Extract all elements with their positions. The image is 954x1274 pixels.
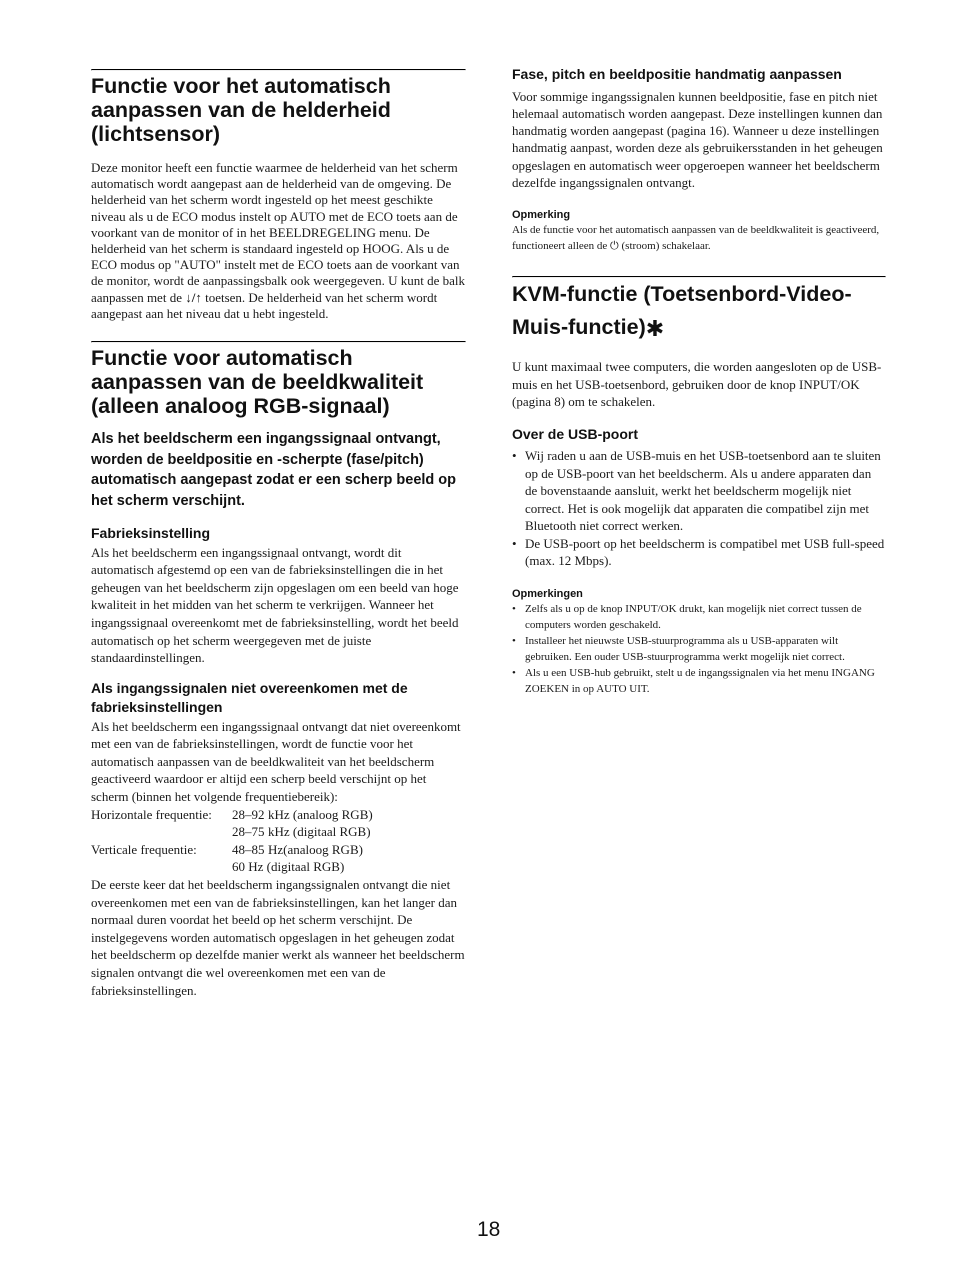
list-item: • Als u een USB-hub gebruikt, stelt u de ingangssignalen via het menu INGANG ZOEKEN in op AUTO UIT. xyxy=(512,665,886,697)
subsection-body-manual: Voor sommige ingangssignalen kunnen beeldpositie, fase en pitch niet helemaal automatisch worden aangepast. Deze instellingen kunnen dan handmatig worden aangepast (pagina 16). Wanneer u deze instellingen handmatig aanpast, worden deze als gebruikersstanden in het geheugen opgeslagen en automatisch weer opgeroepen wanneer het beeldscherm dezelfde ingangssignalen ontvangt. xyxy=(512,88,883,190)
freq-label: Horizontale frequentie: xyxy=(91,806,212,822)
freq-range: 48–85 xyxy=(232,841,265,857)
subsection-body-mismatch-2: De eerste keer dat het beeldscherm ingangssignalen ontvangt die niet overeenkomen met een van de fabrieksinstellingen, kan het langer dan normaal duren voordat het beeld op het scherm verschijnt. De instelgegevens worden automatisch opgeslagen in het geheugen zodat het beeldscherm op dezelfde manier werkt als wanneer het beeldscherm signalen ontvangt die wel overeenkomen met een van de fabrieksinstellingen. xyxy=(91,877,465,998)
notes-list xyxy=(512,601,886,697)
body-text: Deze monitor heeft een functie waarmee de helderheid van het scherm automatisch wordt aangepast aan de helderheid van de omgeving. De helderheid van het scherm wordt ingesteld op het meest geschikte niveau als u de ECO modus instelt op AUTO met de ECO toets aan de voorkant van de monitor of in het BEELDREGELING menu. De helderheid van het scherm is standaard ingesteld op HOOG. Als u de ECO modus op "AUTO" instelt met de ECO toets aan de voorkant van de monitor, wordt de aanpassingsbalk ook weergegeven. U kunt de balk aanpassen met de xyxy=(91,160,465,305)
freq-range: 28–75 xyxy=(232,824,265,840)
section-lead: Als het beeldscherm een ingangssignaal ontvangt, worden de beeldpositie en -scherpte (fase/pitch) automatisch aangepast zodat er een scherp beeld op het scherm verschijnt. xyxy=(91,431,457,509)
down-up-arrow-icon: ↓/↑ xyxy=(185,289,202,305)
frequency-row xyxy=(91,823,466,841)
frequency-table xyxy=(91,806,466,876)
list-item: • Zelfs als u op de knop INPUT/OK drukt, kan mogelijk niet correct tussen de computers worden geschakeld. xyxy=(512,601,886,633)
note-body xyxy=(512,222,886,254)
subsection-title-usb: Over de USB-poort xyxy=(512,425,639,442)
freq-range: 28–92 xyxy=(232,806,265,822)
section-manual-adjust xyxy=(512,65,886,254)
freq-unit: kHz (digitaal RGB) xyxy=(268,824,371,840)
usb-bullet-list xyxy=(512,447,886,570)
section-kvm xyxy=(512,276,886,697)
section-rule xyxy=(91,341,466,343)
list-item: • Wij raden u aan de USB-muis en het USB-toetsenbord aan te sluiten op de USB-poort van het beeldscherm. Als u andere apparaten dan de bovenstaande aansluit, werkt het beeldscherm mogelijk niet correct. Het is ook mogelijk dat apparaten die compatibel zijn met Bluetooth niet correct werken. xyxy=(512,447,886,535)
notes-title: Opmerkingen xyxy=(512,587,583,600)
subsection-body-factory: Als het beeldscherm een ingangssignaal ontvangt, wordt dit automatisch afgestemd op een van de fabrieksinstellingen die in het geheugen van het beeldscherm zijn opgeslagen om een beeld van hoge kwaliteit in het midden van het scherm te verkrijgen. Wanneer het ingangssignaal overeenkomt met de fabrieksinstelling, wordt het beeld automatisch op het scherm weergegeven met de juiste standaardinstellingen. xyxy=(91,544,459,666)
freq-unit: 60 Hz (digitaal RGB) xyxy=(232,859,345,875)
asterisk-mark-icon: ✱ xyxy=(645,316,665,342)
section-auto-quality xyxy=(91,341,466,999)
frequency-row xyxy=(91,806,466,824)
section-title: Functie voor het automatisch aanpassen van de helderheid (lichtsensor) xyxy=(91,74,391,146)
section-title: Functie voor automatisch aanpassen van de beeldkwaliteit (alleen analoog RGB-signaal) xyxy=(91,346,424,419)
subsection-title-mismatch: Als ingangssignalen niet overeenkomen met de fabrieksinstellingen xyxy=(91,679,408,716)
page-number: 18 xyxy=(477,1218,501,1241)
note-title: Opmerking xyxy=(512,209,571,222)
freq-label xyxy=(91,823,232,841)
freq-unit: Hz(analoog RGB) xyxy=(268,841,363,857)
freq-label: Verticale frequentie: xyxy=(91,841,197,857)
note-text-end: (stroom) schakelaar. xyxy=(618,240,711,253)
section-title-text: KVM-functie (Toetsenbord-Video-Muis-functie) xyxy=(512,282,852,340)
body-text-end: toetsen. De helderheid van het scherm wordt aangepast aan het niveau dat u hebt ingesteld. xyxy=(91,289,438,321)
note-text: Als de functie voor het automatisch aanpassen van de beeldkwaliteit is geactiveerd, functioneert alleen de xyxy=(512,224,880,253)
section-body xyxy=(91,160,466,322)
section-body: U kunt maximaal twee computers, die worden aangesloten op de USB-muis en het USB-toetsenbord, gebruiken door de knop INPUT/OK (pagina 8) om te schakelen. xyxy=(512,359,882,410)
freq-label xyxy=(91,858,232,876)
freq-unit: kHz (analoog RGB) xyxy=(268,806,373,822)
right-column xyxy=(512,65,886,697)
section-light-sensor xyxy=(91,69,466,322)
frequency-row xyxy=(91,841,466,859)
frequency-row xyxy=(91,858,466,876)
left-column xyxy=(91,69,466,999)
section-rule xyxy=(91,69,466,71)
list-item: • Installeer het nieuwste USB-stuurprogramma als u USB-apparaten wilt gebruiken. Een ouder USB-stuurprogramma werkt mogelijk niet correct. xyxy=(512,633,886,665)
section-title xyxy=(512,278,886,345)
power-icon: ⏻ xyxy=(610,240,619,253)
subsection-title-factory: Fabrieksinstelling xyxy=(91,525,211,542)
subsection-body-mismatch: Als het beeldscherm een ingangssignaal ontvangt dat niet overeenkomt met een van de fabrieksinstellingen, wordt de functie voor het automatisch aanpassen van de beeldkwaliteit van het beeldscherm geactiveerd waardoor er altijd een scherp beeld verschijnt op het scherm (binnen het volgende frequentiebereik): xyxy=(91,718,461,805)
subsection-title-manual: Fase, pitch en beeldpositie handmatig aanpassen xyxy=(512,66,842,82)
list-item: • De USB-poort op het beeldscherm is compatibel met USB full-speed (max. 12 Mbps). xyxy=(512,535,886,570)
